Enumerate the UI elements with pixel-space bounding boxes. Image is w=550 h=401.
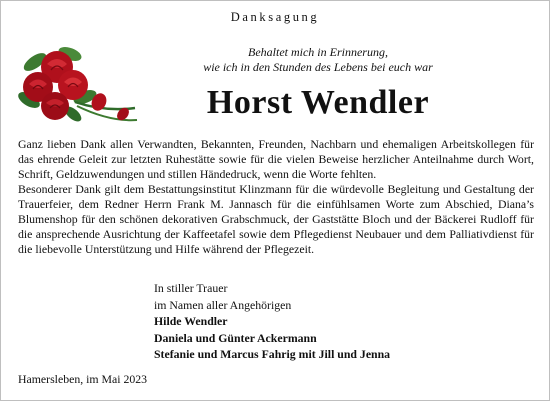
thanks-paragraph-2: Besonderer Dank gilt dem Bestattungsinstitut Klinzmann für die würdevolle Begleitung und Gestaltung der Trauerfeier, dem Redner Herrn Frank M. Jannasch für die einfühlsamen Worte zum Abschied, Diana’s Blumenshop für den schönen dekorativen Grabschmuck, der Gaststätte Bloch und der Bäckerei Rudloff für die ansprechende Ausrichtung der Kaffeetafel sowie dem Pflegedienst Neubauer und dem Palliativdienst für die liebevolle Unterstützung und Hilfe während der Pflegezeit. bbox=[18, 182, 534, 256]
thanks-text bbox=[18, 137, 534, 257]
notice-heading: Danksagung bbox=[230, 10, 320, 24]
signature-line-2: im Namen aller Angehörigen bbox=[154, 297, 292, 312]
signature-name-1: Hilde Wendler bbox=[154, 314, 228, 328]
place-date: Hamersleben, im Mai 2023 bbox=[18, 372, 148, 386]
verse-line-2: wie ich in den Stunden des Lebens bei euch war bbox=[203, 60, 433, 74]
thanks-paragraph-1: Ganz lieben Dank allen Verwandten, Bekannten, Freunden, Nachbarn und ehemaligen Arbeitskollegen für das ehrende Geleit zur letzten Ruhestätte sowie für die vielen Beweise herzlicher Anteilnahme durch Wort, Schrift, Geldzuwendungen und stillen Händedruck, wenn die Worte fehlten. bbox=[18, 137, 534, 181]
verse-line-1: Behaltet mich in Erinnerung, bbox=[248, 45, 388, 59]
signature-name-2: Daniela und Günter Ackermann bbox=[154, 330, 317, 345]
roses-image bbox=[15, 42, 141, 130]
signature-line-1: In stiller Trauer bbox=[154, 281, 228, 295]
rose-bottom bbox=[41, 92, 69, 120]
signature-block bbox=[154, 280, 390, 363]
deceased-name: Horst Wendler bbox=[206, 84, 430, 121]
memorial-verse bbox=[151, 45, 485, 75]
signature-name-3: Stefanie und Marcus Fahrig mit Jill und Jenna bbox=[154, 347, 391, 361]
